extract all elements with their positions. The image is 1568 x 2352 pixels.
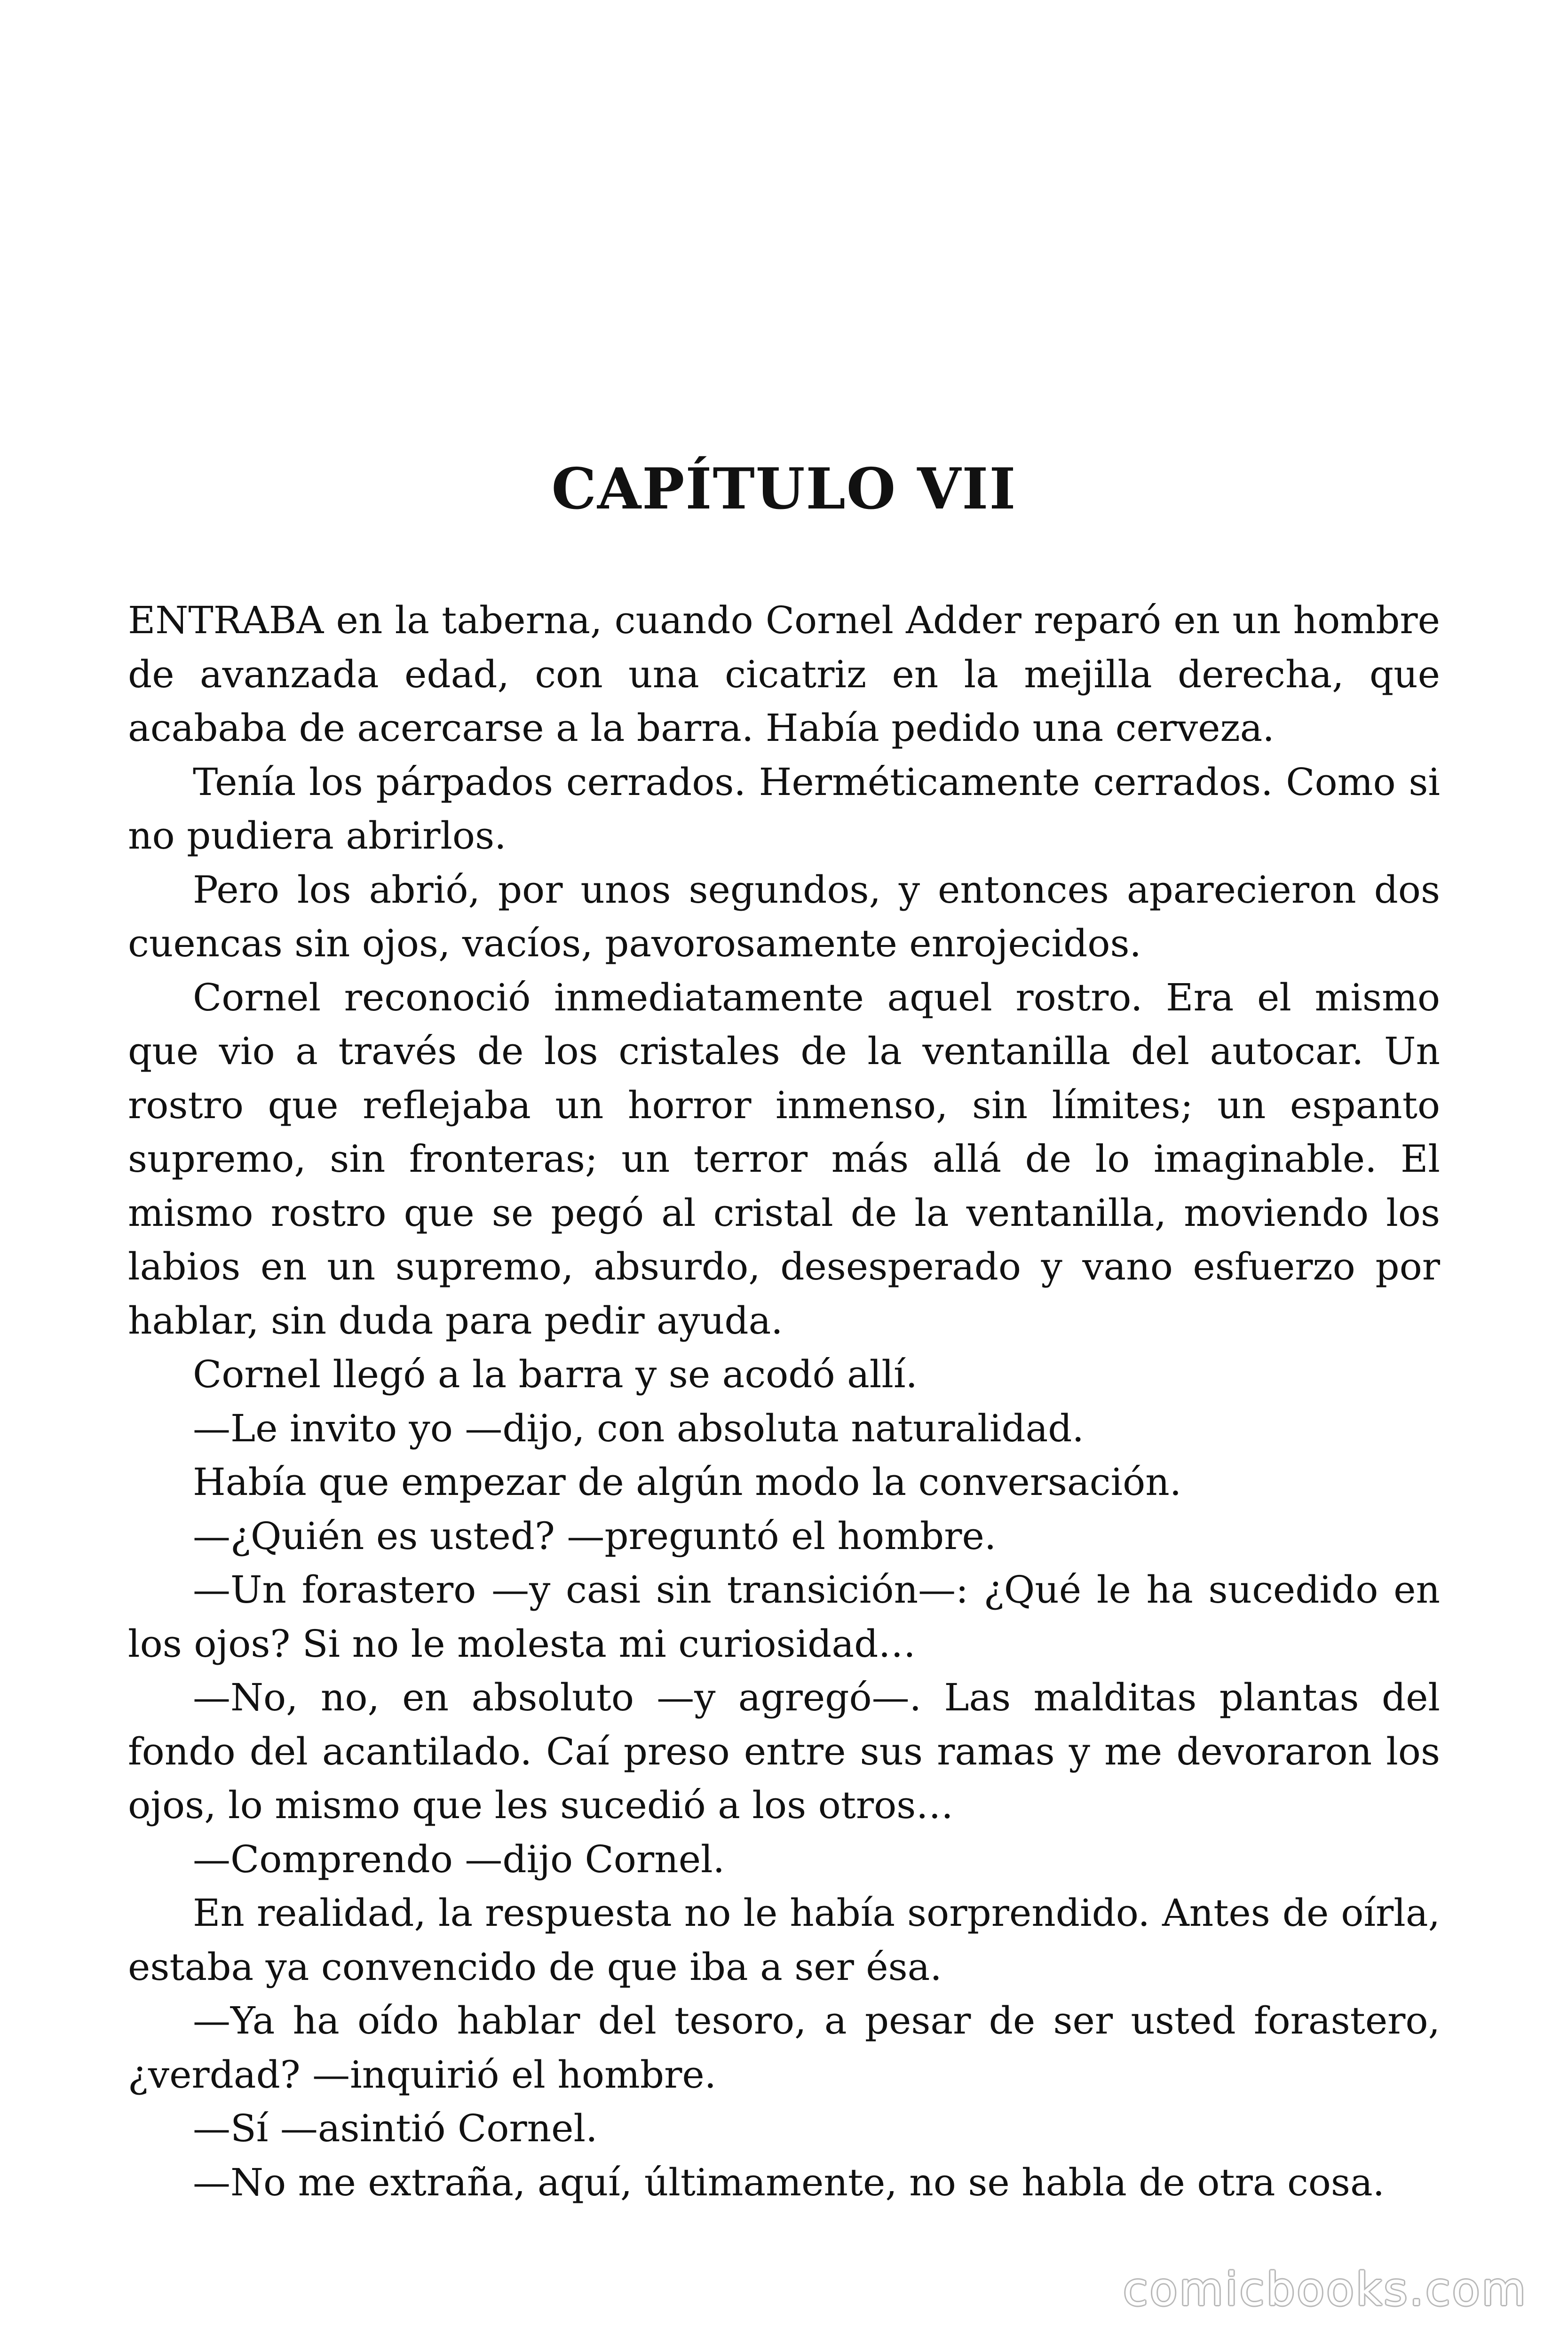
dialogue-line: —No, no, en absoluto —y agregó—. Las malditas plantas del fondo del acantilado. Caí preso entre sus ramas y me devoraron los ojos, lo mismo que les sucedió a los otros… (128, 1676, 1440, 1827)
paragraph: Cornel reconoció inmediatamente aquel rostro. Era el mismo que vio a través de los cristales de la ventanilla del autocar. Un rostro que reflejaba un horror inmenso, sin límites; un espanto supremo, sin fronteras; un terror más allá de lo imaginable. El mismo rostro que se pegó al cristal de la ventanilla, moviendo los labios en un supremo, absurdo, desesperado y vano esfuerzo por hablar, sin duda para pedir ayuda. (128, 975, 1440, 1343)
chapter-title: CAPÍTULO VII (551, 456, 1017, 522)
paragraph: En realidad, la respuesta no le había sorprendido. Antes de oírla, estaba ya convencido de que iba a ser ésa. (128, 1891, 1440, 1989)
dialogue-line: —Le invito yo —dijo, con absoluta naturalidad. (193, 1406, 1084, 1450)
dialogue-line: —Sí —asintió Cornel. (193, 2106, 598, 2150)
dialogue-line: —Comprendo —dijo Cornel. (193, 1837, 725, 1881)
dialogue-line: —Un forastero —y casi sin transición—: ¿Qué le ha sucedido en los ojos? Si no le molesta mi curiosidad… (128, 1568, 1440, 1666)
dialogue-line: —¿Quién es usted? —preguntó el hombre. (193, 1514, 997, 1558)
site-watermark: comicbooks.com (1123, 2263, 1528, 2316)
paragraph: Pero los abrió, por unos segundos, y entonces aparecieron dos cuencas sin ojos, vacíos, pavorosamente enrojecidos. (128, 867, 1440, 965)
paragraph: Había que empezar de algún modo la conversación. (193, 1460, 1182, 1504)
paragraph: ENTRABA en la taberna, cuando Cornel Adder reparó en un hombre de avanzada edad, con una cicatriz en la mejilla derecha, que acababa de acercarse a la barra. Había pedido una cerveza. (128, 598, 1440, 750)
dialogue-line: —No me extraña, aquí, últimamente, no se habla de otra cosa. (193, 2160, 1385, 2204)
paragraph: Cornel llegó a la barra y se acodó allí. (193, 1352, 918, 1396)
paragraph: Tenía los párpados cerrados. Herméticamente cerrados. Como si no pudiera abrirlos. (128, 760, 1440, 858)
dialogue-line: —Ya ha oído hablar del tesoro, a pesar de ser usted forastero, ¿verdad? —inquirió el hombre. (128, 1999, 1440, 2097)
chapter-body (128, 594, 1440, 2209)
